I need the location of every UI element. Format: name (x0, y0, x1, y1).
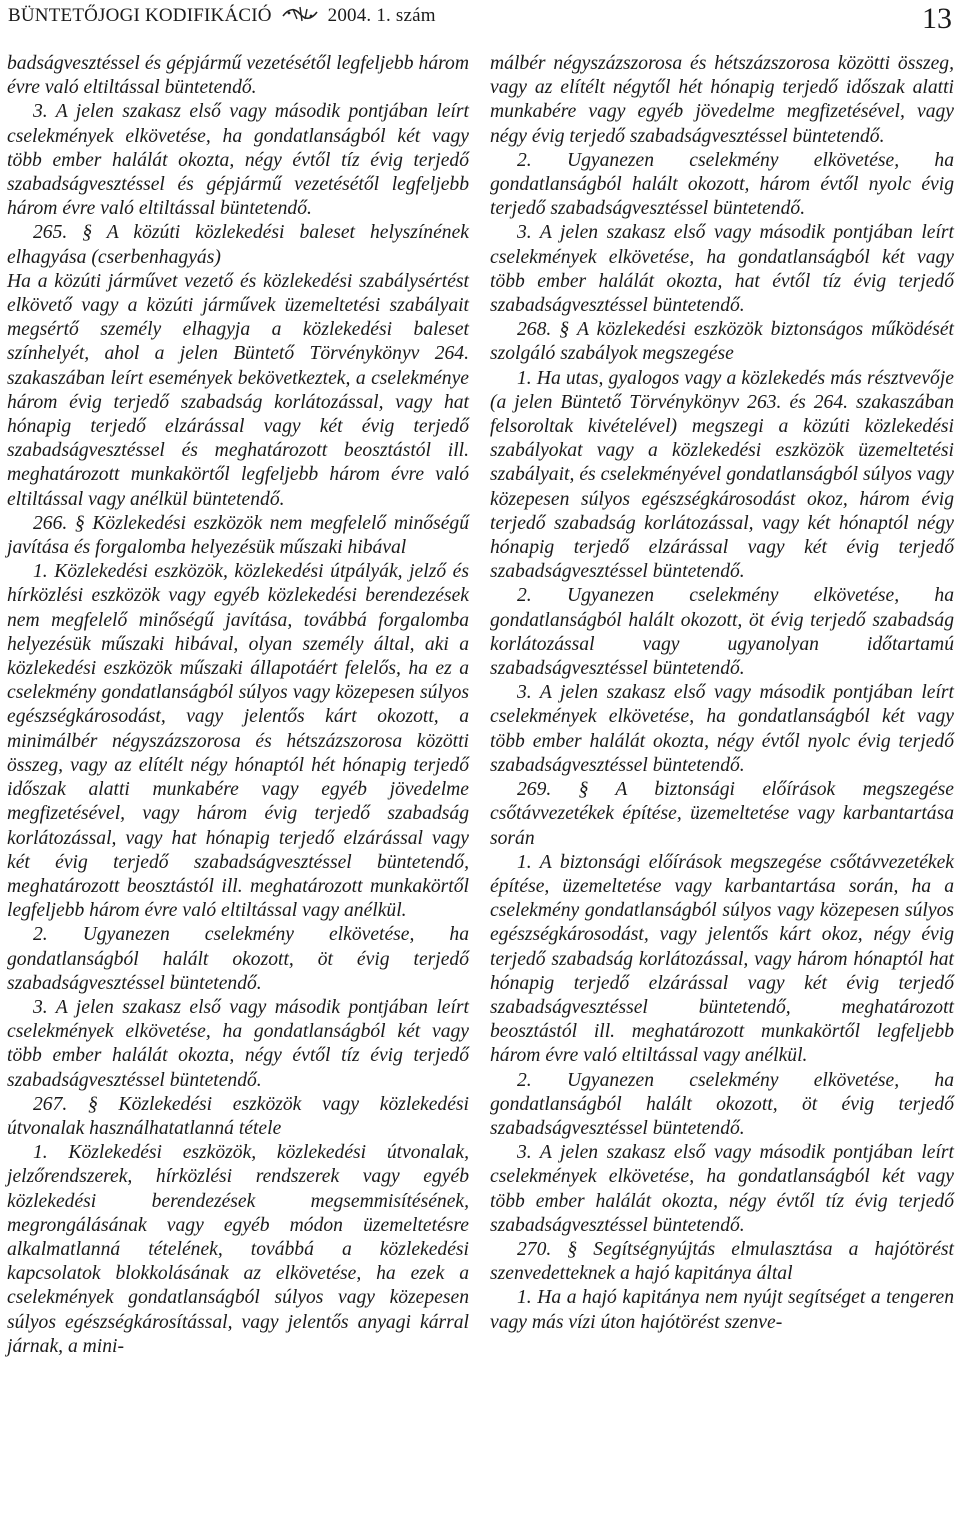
paragraph: 3. A jelen szakasz első vagy második pontjában leírt cselekmények elkövetése, ha gondatlanságból két vagy több ember halálát okozta, négy évtől nyolc évig terjedő szabadságvesztéssel büntetendő. (490, 682, 954, 776)
paragraph: Ha a közúti járművet vezető és közlekedési szabálysértést elkövető vagy a közúti járművek üzemeltetési szabályait megsértő személy elhagyja a közlekedési baleset színhelyét, ahol a jelen Büntető Törvénykönyv 264. szakaszában leírt események bekövetkeztek, a cselekménye három évig terjedő szabadság korlátozással, vagy hat hónapig terjedő elzárással vagy két évig terjedő szabadságvesztéssel és meghatározott beosztástól ill. meghatározott munkakörtől legfeljebb három évre való eltiltással vagy anélkül büntetendő. (7, 270, 469, 510)
left-column (7, 52, 469, 1359)
section-heading: 267. § Közlekedési eszközök vagy közlekedési útvonalak használhatatlanná tétele (7, 1093, 469, 1139)
page-header (8, 2, 952, 42)
paragraph: 1. Közlekedési eszközök, közlekedési útvonalak, jelzőrendszerek, hírközlési rendszerek vagy egyéb közlekedési berendezések megsemmisítésének, megrongálásának vagy egyéb módon üzemeltetésre alkalmatlanná tételének, továbbá a közlekedési kapcsolatok blokkolásának az elkövetése, ha ezek a cselekmények gondatlanságból súlyos vagy közepesen súlyos egészségkárosítással, vagy jelentős anyagi kárral járnak, a mini- (7, 1142, 469, 1357)
paragraph: 3. A jelen szakasz első vagy második pontjában leírt cselekmények elkövetése, ha gondatlanságból két vagy több ember halálát okozta, hat évtől tíz évig terjedő szabadságvesztéssel büntetendő. (490, 222, 954, 317)
paragraph: 1. Ha a hajó kapitánya nem nyújt segítséget a tengeren vagy más vízi úton hajótörést szenve- (490, 1287, 954, 1333)
paragraph: 3. A jelen szakasz első vagy második pontjában leírt cselekmények elkövetése, ha gondatlanságból két vagy több ember halálát okozta, négy évtől tíz évig terjedő szabadságvesztéssel büntetendő. (490, 1142, 954, 1236)
journal-title: BÜNTETŐJOGI KODIFIKÁCIÓ (8, 5, 272, 26)
paragraph: 3. A jelen szakasz első vagy második pontjában leírt cselekmények elkövetése, ha gondatlanságból két vagy több ember halálát okozta, négy évtől tíz évig terjedő szabadságvesztéssel büntetendő. (7, 996, 469, 1091)
right-column (490, 52, 954, 1335)
issue-label: 2004. 1. szám (327, 5, 436, 26)
running-head (8, 4, 436, 27)
section-heading: 269. § A biztonsági előírások megszegése csőtávvezetékek építése, üzemeltetése vagy karbantartása során (490, 779, 954, 849)
paragraph: 1. Közlekedési eszközök, közlekedési útpályák, jelző és hírközlési eszközök vagy egyéb közlekedési berendezések nem megfelelő minőségű javítása, továbbá forgalomba helyezésük műszaki hibával, olyan személy által, aki a közlekedési eszközök műszaki állapotáért felelős, ha ez a cselekmény gondatlanságból súlyos vagy közepesen súlyos egészségkárosodást, vagy jelentős kárt okozott, a minimálbér négyszázszorosa és hétszázszorosa közötti összeg, vagy az elítélt négy hónaptól hét hónapig terjedő időszak alatti munkabére vagy egyéb jövedelme megfizetésével, vagy három évig terjedő szabadság korlátozással, vagy hat hónapig terjedő elzárással vagy két évig terjedő szabadságvesztéssel büntetendő, meghatározott beosztástól ill. meghatározott munkakörtől legfeljebb három évre való eltiltással vagy anélkül. (7, 561, 469, 922)
paragraph: 2. Ugyanezen cselekmény elkövetése, ha gondatlanságból halált okozott, öt évig terjedő szabadságvesztéssel büntetendő. (7, 924, 469, 994)
section-heading: 266. § Közlekedési eszközök nem megfelelő minőségű javítása és forgalomba helyezésük műszaki hibával (7, 512, 469, 559)
paragraph: 2. Ugyanezen cselekmény elkövetése, ha gondatlanságból halált okozott, öt évig terjedő szabadságvesztéssel büntetendő. (490, 1069, 954, 1139)
paragraph: 3. A jelen szakasz első vagy második pontjában leírt cselekmények elkövetése, ha gondatlanságból két vagy több ember halálát okozta, négy évtől tíz évig terjedő szabadságvesztéssel és gépjármű vezetésétől legfeljebb három évre való eltiltással büntetendő. (7, 101, 469, 220)
section-heading: 268. § A közlekedési eszközök biztonságos működését szolgáló szabályok megszegése (490, 319, 954, 365)
paragraph: 1. Ha utas, gyalogos vagy a közlekedés más résztvevője (a jelen Büntető Törvénykönyv 263. és 264. szakaszában felsoroltak kivételével) megszegi a közúti közlekedési szabályokat vagy a közlekedési eszközök üzemeltetési szabályait, és cselekményével gondatlanságból súlyos vagy közepesen súlyos egészségkárosodást okoz, három évig terjedő szabadság korlátozással, vagy két hónaptól négy hónapig terjedő elzárással vagy két évig terjedő szabadságvesztéssel büntetendő. (490, 367, 954, 583)
paragraph: badságvesztéssel és gépjármű vezetésétől legfeljebb három évre való eltiltással büntetendő. (7, 53, 469, 99)
ornament-icon (281, 4, 319, 24)
section-heading: 265. § A közúti közlekedési baleset helyszínének elhagyása (cserbenhagyás) (7, 222, 469, 268)
paragraph: 2. Ugyanezen cselekmény elkövetése, ha gondatlanságból halált okozott, három évtől nyolc évig terjedő szabadságvesztéssel büntetendő. (490, 149, 954, 220)
section-heading: 270. § Segítségnyújtás elmulasztása a hajótörést szenvedetteknek a hajó kapitánya által (490, 1238, 954, 1285)
paragraph: 2. Ugyanezen cselekmény elkövetése, ha gondatlanságból halált okozott, öt évig terjedő szabadság korlátozással vagy ugyanolyan időtartamú szabadságvesztéssel büntetendő. (490, 585, 954, 680)
paragraph: 1. A biztonsági előírások megszegése csőtávvezetékek építése, üzemeltetése vagy karbantartása során, ha a cselekmény gondatlanságból súlyos vagy közepesen súlyos egészségkárosodást, vagy jelentős kárt okoz, négy évig terjedő szabadság korlátozással, vagy három hónaptól hat hónapig terjedő elzárással vagy két évig terjedő szabadságvesztéssel büntetendő, meghatározott beosztástól ill. meghatározott munkakörtől legfeljebb három évre való eltiltással vagy anélkül. (490, 851, 954, 1067)
paragraph: málbér négyszázszorosa és hétszázszorosa közötti összeg, vagy az elítélt négytől hét hónapig terjedő időszak alatti munkabére vagy egyéb jövedelme megfizetésével, vagy négy évig terjedő szabadságvesztéssel büntetendő. (490, 53, 954, 147)
page-number: 13 (922, 2, 952, 35)
